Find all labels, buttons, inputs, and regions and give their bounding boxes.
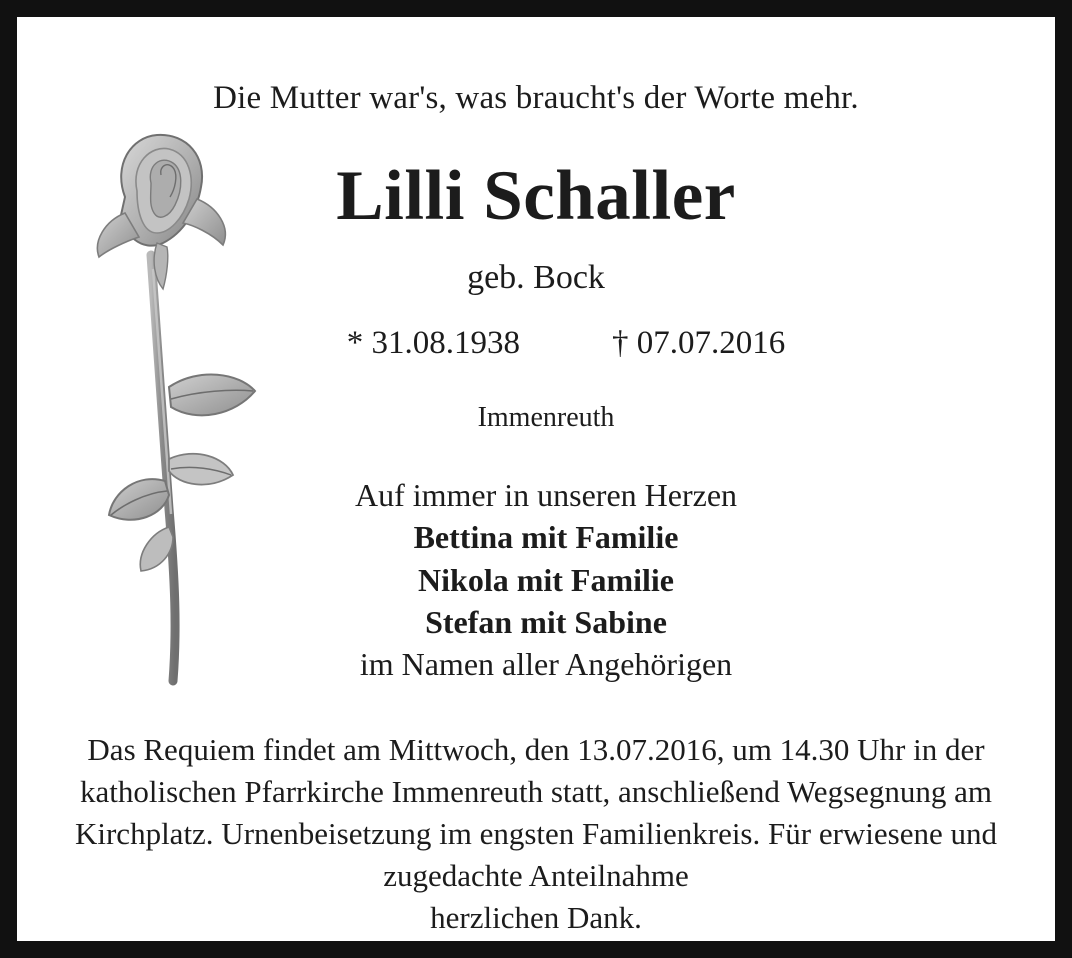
mourners-lead: Auf immer in unseren Herzen: [354, 477, 738, 514]
mourner-1: Bettina mit Familie: [413, 519, 679, 556]
obituary-inner-frame: [14, 14, 1058, 944]
mourner-3: Stefan mit Sabine: [425, 603, 667, 640]
death-date: † 07.07.2016: [612, 325, 786, 362]
maiden-name: geb. Bock: [467, 259, 605, 297]
service-line-1: Das Requiem findet am Mittwoch, den 13.07.2016, um 14.30 Uhr: [87, 732, 906, 768]
service-line-5: herzlichen Dank.: [430, 899, 642, 935]
service-details: [41, 729, 1031, 938]
motto-text: Die Mutter war's, was braucht's der Worte mehr.: [213, 80, 859, 116]
service-line-3: Wegsegnung am Kirchplatz. Urnenbeisetzung im engsten: [74, 774, 993, 851]
mourners-block: [41, 474, 1031, 685]
mourners-closing: im Namen aller Angehörigen: [359, 646, 733, 683]
mourner-2: Nikola mit Familie: [418, 561, 674, 598]
deceased-name: Lilli Schaller: [336, 156, 736, 235]
birth-date: * 31.08.1938: [346, 325, 520, 362]
life-dates: [41, 325, 1031, 362]
service-line-4: Familienkreis. Für erwiesene und zugedachte Anteilnahme: [383, 816, 997, 893]
place-text: Immenreuth: [477, 402, 615, 434]
service-line-2: in der katholischen Pfarrkirche Immenreuth statt, anschließend: [79, 732, 985, 810]
